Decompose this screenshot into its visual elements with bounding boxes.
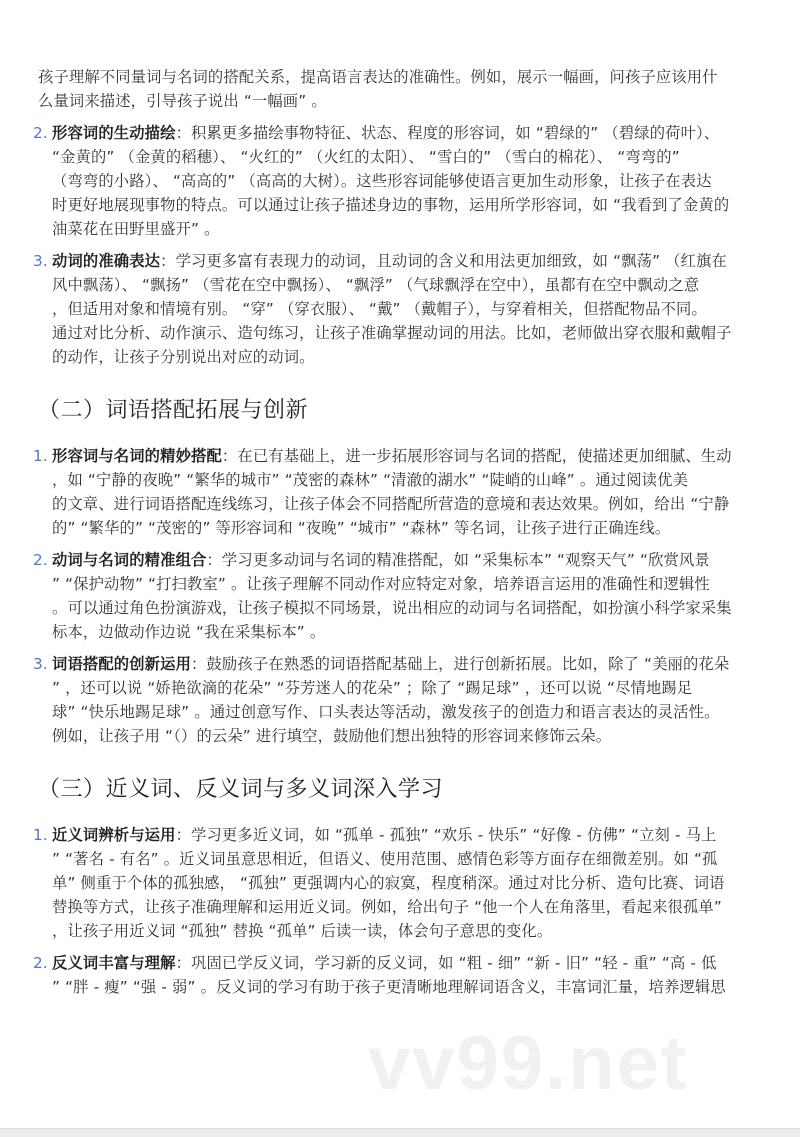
list-item bbox=[33, 444, 800, 540]
text-line bbox=[52, 444, 800, 468]
text-line bbox=[52, 468, 800, 492]
list-item bbox=[33, 249, 800, 369]
line-text: 例如，让孩子用 “（）的云朵” 进行填空，鼓励他们想出独特的形容词来修饰云朵。 bbox=[52, 727, 612, 745]
line-text: ：学习更多富有表现力的动词，且动词的含义和用法更加细致，如 “飘荡” （红旗在 bbox=[160, 252, 727, 270]
text-line bbox=[52, 217, 800, 241]
text-line bbox=[52, 121, 800, 145]
text-line bbox=[52, 620, 800, 644]
line-text: 孩子理解不同量词与名词的搭配关系，提高语言表达的准确性。例如，展示一幅画，问孩子应该用什 bbox=[38, 68, 718, 86]
section-heading: （三）近义词、反义词与多义词深入学习 bbox=[38, 777, 444, 802]
text-line bbox=[52, 724, 800, 748]
list-number: 3. bbox=[33, 252, 48, 270]
text-line bbox=[52, 652, 800, 676]
line-text: ” “胖 - 瘦” “强 - 弱” 。反义词的学习有助于孩子更清晰地理解词语含义，丰富词汇量，培养逻辑思 bbox=[52, 978, 726, 996]
line-text: 么量词来描述，引导孩子说出 “一幅画” 。 bbox=[38, 92, 327, 110]
item-label: 反义词丰富与理解 bbox=[52, 954, 176, 972]
text-line bbox=[52, 548, 800, 572]
line-text: 的” “繁华的” “茂密的” 等形容词和 “夜晚” “城市” “森林” 等名词，让孩子进行正确连线。 bbox=[52, 519, 671, 537]
list-number: 1. bbox=[33, 447, 48, 465]
text-line bbox=[52, 700, 800, 724]
item-label: 动词与名词的精准组合 bbox=[52, 551, 207, 569]
paragraph bbox=[38, 65, 800, 113]
text-line bbox=[52, 572, 800, 596]
line-text: 球” “快乐地踢足球” 。通过创意写作、口头表达等活动，激发孩子的创造力和语言表达的灵活性。 bbox=[52, 703, 720, 721]
item-label: 形容词的生动描绘 bbox=[52, 124, 176, 142]
text-line bbox=[52, 321, 800, 345]
line-text: 单” 侧重于个体的孤独感， “孤独” 更强调内心的寂寞，程度稍深。通过对比分析、造句比赛、词语 bbox=[52, 874, 725, 892]
line-text: ，如 “宁静的夜晚” “繁华的城市” “茂密的森林” “清澈的湖水” “陡峭的山峰” 。通过阅读优美 bbox=[52, 471, 689, 489]
text-line bbox=[52, 249, 800, 273]
item-label: 动词的准确表达 bbox=[52, 252, 161, 270]
list-number: 1. bbox=[33, 826, 48, 844]
text-line bbox=[38, 65, 800, 89]
line-text: 的文章、进行词语搭配连线练习，让孩子体会不同搭配所营造的意境和表达效果。例如，给出 “宁静 bbox=[52, 495, 730, 513]
list-item bbox=[33, 823, 800, 943]
text-line bbox=[52, 297, 800, 321]
line-text: 替换等方式，让孩子准确理解和运用近义词。例如，给出句子 “他一个人在角落里，看起来很孤单” bbox=[52, 898, 722, 916]
text-line bbox=[52, 596, 800, 620]
item-label: 形容词与名词的精妙搭配 bbox=[52, 447, 222, 465]
text-line bbox=[52, 871, 800, 895]
list-item bbox=[33, 652, 800, 748]
list-item bbox=[33, 951, 800, 999]
line-text: ” “著名 - 有名” 。近义词虽意思相近，但语义、使用范围、感情色彩等方面存在细微差别。如 “孤 bbox=[52, 850, 718, 868]
line-text: 。可以通过角色扮演游戏，让孩子模拟不同场景，说出相应的动词与名词搭配，如扮演小科学家采集 bbox=[52, 599, 732, 617]
list-item bbox=[33, 121, 800, 241]
line-text: 时更好地展现事物的特点。可以通过让孩子描述身边的事物，运用所学形容词，如 “我看到了金黄的 bbox=[52, 196, 730, 214]
watermark: vv99.net bbox=[368, 1021, 689, 1106]
text-line bbox=[52, 676, 800, 700]
line-text: （弯弯的小路）、 “高高的” （高高的大树）。这些形容词能够使语言更加生动形象，让孩子在表达 bbox=[52, 172, 712, 190]
item-label: 近义词辨析与运用 bbox=[52, 826, 176, 844]
line-text: 的动作，让孩子分别说出对应的动词。 bbox=[52, 348, 315, 366]
text-line bbox=[52, 273, 800, 297]
line-text: ” ，还可以说 “娇艳欲滴的花朵” “芬芳迷人的花朵” ；除了 “踢足球” ，还可以说 “尽情地踢足 bbox=[52, 679, 693, 697]
text-line bbox=[38, 89, 800, 113]
line-text: 油菜花在田野里盛开” 。 bbox=[52, 220, 220, 238]
line-text: ：学习更多动词与名词的精准搭配，如 “采集标本” “观察天气” “欣赏风景 bbox=[206, 551, 710, 569]
line-text: 标本，边做动作边说 “我在采集标本” 。 bbox=[52, 623, 326, 641]
line-text: ：积累更多描绘事物特征、状态、程度的形容词，如 “碧绿的” （碧绿的荷叶）、 bbox=[175, 124, 720, 142]
item-label: 词语搭配的创新运用 bbox=[52, 655, 192, 673]
text-line bbox=[52, 895, 800, 919]
document-body bbox=[0, 65, 800, 1007]
text-line bbox=[52, 492, 800, 516]
line-text: ，但适用对象和情境有别。 “穿” （穿衣服）、 “戴” （戴帽子），与穿着相关，但搭配物品不同。 bbox=[52, 300, 707, 318]
line-text: ” “保护动物” “打扫教室” 。让孩子理解不同动作对应特定对象，培养语言运用的准确性和逻辑性 bbox=[52, 575, 710, 593]
bottom-scroll-edge bbox=[0, 1128, 800, 1137]
text-line bbox=[52, 516, 800, 540]
text-line bbox=[52, 345, 800, 369]
line-text: 通过对比分析、动作演示、造句练习，让孩子准确掌握动词的用法。比如，老师做出穿衣服和戴帽子 bbox=[52, 324, 732, 342]
list-number: 3. bbox=[33, 655, 48, 673]
list-number: 2. bbox=[33, 124, 48, 142]
text-line bbox=[52, 823, 800, 847]
text-line bbox=[52, 951, 800, 975]
text-line bbox=[52, 847, 800, 871]
line-text: ：鼓励孩子在熟悉的词语搭配基础上，进行创新拓展。比如，除了 “美丽的花朵 bbox=[191, 655, 730, 673]
text-line bbox=[52, 145, 800, 169]
section-heading: （二）词语搭配拓展与创新 bbox=[38, 398, 309, 423]
text-line bbox=[52, 193, 800, 217]
line-text: ：学习更多近义词，如 “孤单 - 孤独” “欢乐 - 快乐” “好像 - 仿佛” “立刻 - 马上 bbox=[175, 826, 717, 844]
line-text: “金黄的” （金黄的稻穗）、 “火红的” （火红的太阳）、 “雪白的” （雪白的棉花）、 “弯弯的” bbox=[52, 148, 680, 166]
text-line bbox=[52, 919, 800, 943]
line-text: 风中飘荡）、 “飘扬” （雪花在空中飘扬）、 “飘浮” （气球飘浮在空中），虽都有在空中飘动之意 bbox=[52, 276, 700, 294]
text-line bbox=[52, 169, 800, 193]
list-number: 2. bbox=[33, 954, 48, 972]
line-text: ：巩固已学反义词，学习新的反义词，如 “粗 - 细” “新 - 旧” “轻 - 重” “高 - 低 bbox=[175, 954, 717, 972]
list-number: 2. bbox=[33, 551, 48, 569]
text-line bbox=[52, 975, 800, 999]
line-text: ：在已有基础上，进一步拓展形容词与名词的搭配，使描述更加细腻、生动 bbox=[221, 447, 732, 465]
list-item bbox=[33, 548, 800, 644]
line-text: ，让孩子用近义词 “孤独” 替换 “孤单” 后读一读，体会句子意思的变化。 bbox=[52, 922, 553, 940]
